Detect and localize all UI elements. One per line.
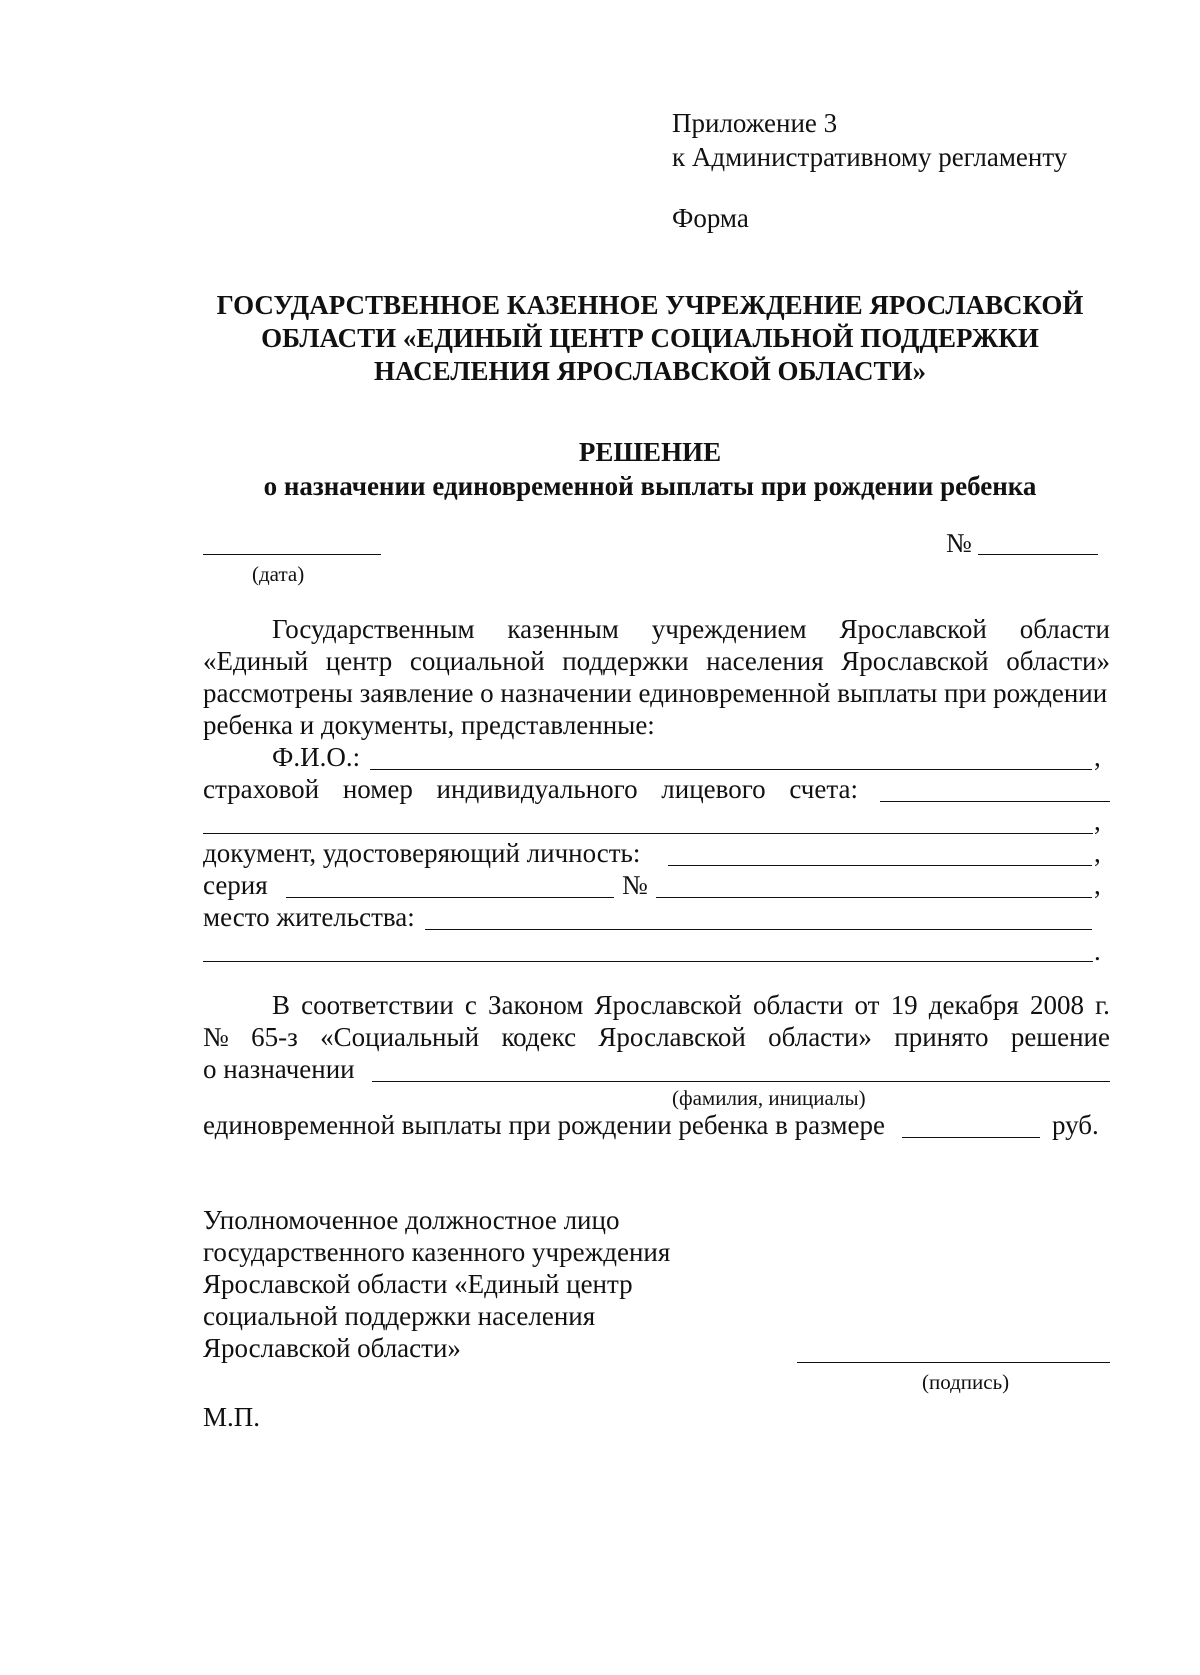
paragraph1-line3: рассмотрены заявление о назначении единовременной выплаты при рождении — [203, 678, 1108, 708]
word: поддержки — [562, 646, 689, 676]
residence-period: . — [1094, 936, 1101, 966]
stamp-label: М.П. — [203, 1402, 261, 1432]
series-blank-line[interactable] — [286, 897, 614, 898]
word: с — [464, 990, 477, 1020]
regulation-reference: к Административному регламенту — [672, 142, 1068, 172]
fio-comma: , — [1094, 742, 1101, 772]
word: области» — [1006, 646, 1110, 676]
word: решение — [1010, 1022, 1110, 1052]
id-document-label: документ, удостоверяющий личность: — [203, 838, 641, 868]
id-document-blank-line[interactable] — [668, 865, 1092, 866]
word: кодекс — [501, 1022, 577, 1052]
word: 65-з — [251, 1022, 298, 1052]
institution-name-line2: ОБЛАСТИ «ЕДИНЫЙ ЦЕНТР СОЦИАЛЬНОЙ ПОДДЕРЖКИ — [261, 323, 1039, 353]
snils-blank-line-2[interactable] — [203, 833, 1093, 834]
word: принято — [894, 1022, 989, 1052]
word: центр — [325, 646, 393, 676]
signature-blank-line[interactable] — [797, 1362, 1110, 1363]
word: Ярославской — [594, 990, 742, 1020]
id-number-blank-line[interactable] — [656, 897, 1092, 898]
word: номер — [342, 774, 413, 804]
word: населения — [706, 646, 824, 676]
paragraph1-line2 — [203, 646, 1110, 676]
date-caption: (дата) — [252, 562, 305, 586]
official-line3: Ярославской области «Единый центр — [203, 1269, 633, 1299]
payment-amount-blank-line[interactable] — [902, 1137, 1040, 1138]
word: от — [854, 990, 880, 1020]
decision-number-sign: № — [946, 528, 972, 558]
form-label: Форма — [672, 203, 749, 233]
word: Ярославской — [839, 614, 987, 644]
word: учреждением — [651, 614, 807, 644]
series-comma: , — [1094, 870, 1101, 900]
residence-blank-line-1[interactable] — [425, 929, 1092, 930]
institution-name-line1: ГОСУДАРСТВЕННОЕ КАЗЕННОЕ УЧРЕЖДЕНИЕ ЯРОСЛАВСКОЙ — [216, 290, 1084, 320]
word: «Социальный — [320, 1022, 480, 1052]
word: социальной — [409, 646, 545, 676]
word: г. — [1095, 990, 1110, 1020]
decision-number-blank-line[interactable] — [978, 554, 1098, 555]
word: Законом — [488, 990, 584, 1020]
official-line1: Уполномоченное должностное лицо — [203, 1205, 620, 1235]
appointment-label: о назначении — [203, 1054, 355, 1084]
institution-name-line3: НАСЕЛЕНИЯ ЯРОСЛАВСКОЙ ОБЛАСТИ» — [374, 356, 926, 386]
official-line5: Ярославской области» — [203, 1333, 461, 1363]
word: № — [203, 1022, 229, 1052]
word: области — [753, 990, 844, 1020]
word: соответствии — [301, 990, 454, 1020]
word: области» — [768, 1022, 872, 1052]
word: лицевого — [661, 774, 766, 804]
paragraph2-line2 — [203, 1022, 1110, 1052]
official-line4: социальной поддержки населения — [203, 1301, 596, 1331]
recipient-name-blank-line[interactable] — [372, 1081, 1110, 1082]
word: Государственным — [272, 614, 475, 644]
snils-comma: , — [1094, 806, 1101, 836]
date-blank-line[interactable] — [203, 554, 381, 555]
appendix-label: Приложение 3 — [672, 108, 838, 138]
word: индивидуального — [436, 774, 638, 804]
id-number-sign: № — [622, 870, 648, 900]
word: декабря — [928, 990, 1019, 1020]
word: Ярославской — [598, 1022, 746, 1052]
residence-blank-line-2[interactable] — [203, 961, 1093, 962]
snils-blank-line-1[interactable] — [880, 801, 1110, 802]
word: счета: — [789, 774, 858, 804]
id-document-comma: , — [1094, 838, 1101, 868]
official-line2: государственного казенного учреждения — [203, 1237, 671, 1267]
snils-label — [203, 774, 858, 804]
decision-title: РЕШЕНИЕ — [578, 437, 722, 467]
payment-amount-label: единовременной выплаты при рождении ребенка в размере — [203, 1110, 885, 1140]
fio-label: Ф.И.О.: — [272, 742, 361, 772]
decision-subtitle: о назначении единовременной выплаты при рождении ребенка — [263, 471, 1037, 501]
recipient-name-caption: (фамилия, инициалы) — [672, 1086, 866, 1110]
word: В — [272, 990, 291, 1020]
paragraph1-line1 — [272, 614, 1110, 644]
word: страховой — [203, 774, 320, 804]
residence-label: место жительства: — [203, 902, 415, 932]
paragraph1-line4: ребенка и документы, представленные: — [203, 710, 655, 740]
word: Ярославской — [841, 646, 989, 676]
series-label: серия — [203, 870, 268, 900]
signature-caption: (подпись) — [922, 1370, 1010, 1394]
word: 19 — [890, 990, 918, 1020]
word: казенным — [507, 614, 619, 644]
word: области — [1019, 614, 1110, 644]
fio-blank-line[interactable] — [370, 769, 1092, 770]
word: «Единый — [203, 646, 309, 676]
word: 2008 — [1029, 990, 1084, 1020]
currency-label: руб. — [1052, 1110, 1099, 1140]
paragraph2-line1 — [272, 990, 1110, 1020]
